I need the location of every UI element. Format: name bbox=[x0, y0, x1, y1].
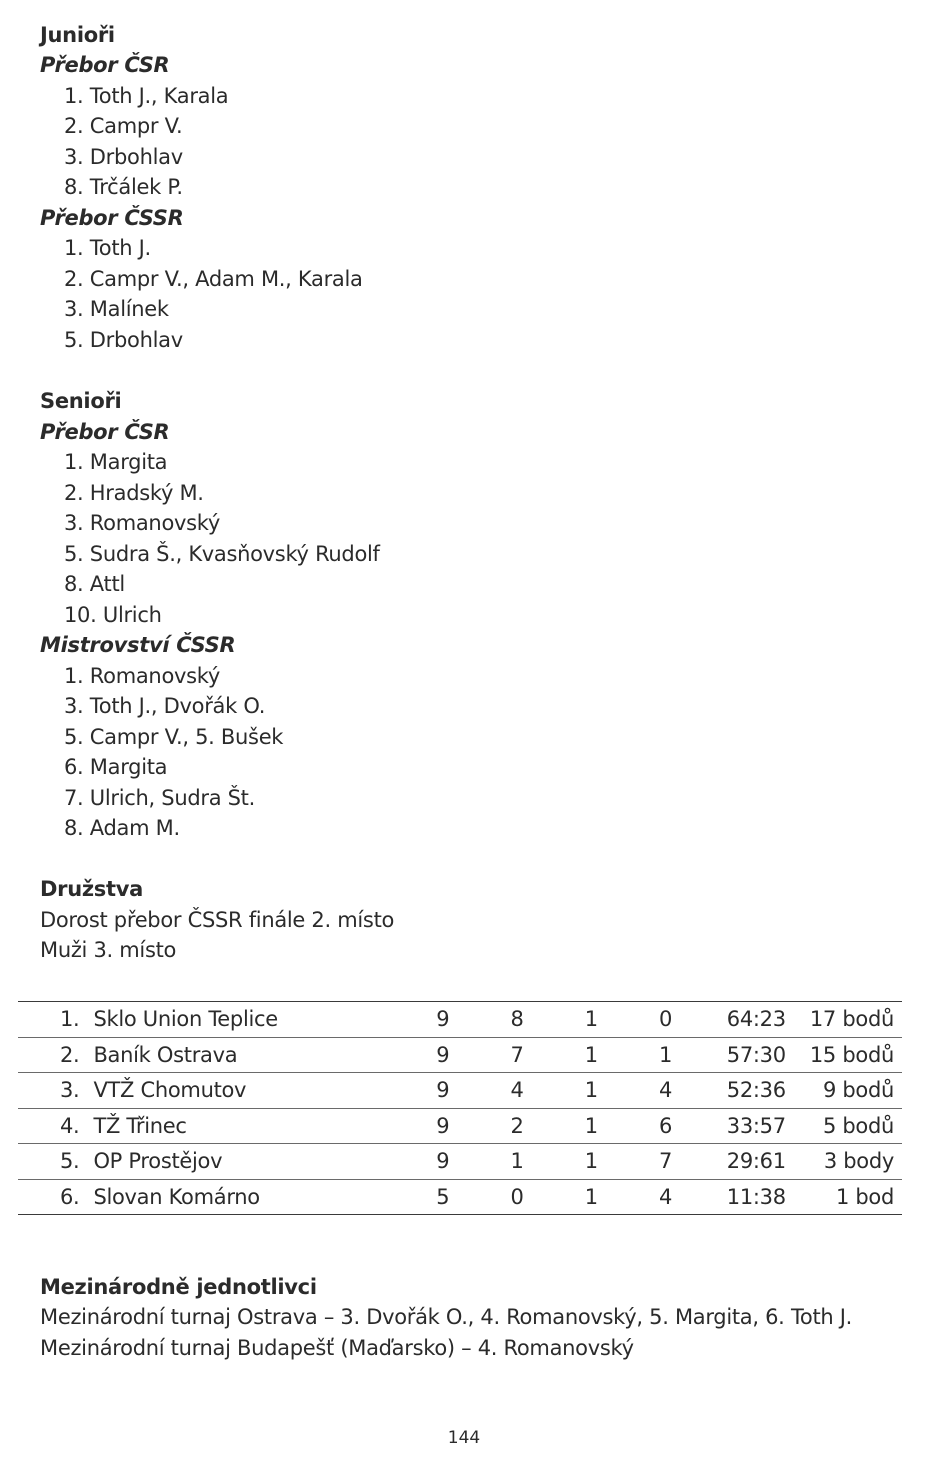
team-cell: VTŽ Chomutov bbox=[79, 1073, 405, 1109]
lost-cell: 0 bbox=[659, 1007, 673, 1032]
list-item: 7. Ulrich, Sudra Št. bbox=[64, 786, 255, 810]
score-cell: 29:61 bbox=[703, 1144, 810, 1180]
drawn-cell: 1 bbox=[554, 1179, 628, 1215]
standings-body bbox=[18, 1002, 902, 1215]
team-cell: Sklo Union Teplice bbox=[93, 1007, 278, 1032]
table-row bbox=[18, 1108, 902, 1144]
standings-table bbox=[18, 1001, 902, 1215]
won-cell: 1 bbox=[480, 1144, 554, 1180]
list-item: 3. Drbohlav bbox=[64, 145, 183, 169]
rank-cell: 4. bbox=[18, 1108, 79, 1144]
played-cell: 5 bbox=[406, 1179, 480, 1215]
list-item: 3. Romanovský bbox=[64, 511, 220, 535]
lost-cell: 1 bbox=[628, 1037, 702, 1073]
teams-heading: Družstva bbox=[40, 877, 143, 901]
won-cell: 7 bbox=[480, 1037, 554, 1073]
rank-cell: 5. bbox=[18, 1144, 79, 1180]
juniors-heading: Junioři bbox=[40, 23, 115, 47]
list-item: 1. Toth J. bbox=[64, 236, 151, 260]
score-cell: 33:57 bbox=[703, 1108, 810, 1144]
played-cell: 9 bbox=[436, 1007, 450, 1032]
table-row bbox=[18, 1073, 902, 1109]
list-item: 8. Attl bbox=[64, 572, 125, 596]
drawn-cell: 1 bbox=[554, 1073, 628, 1109]
score-cell: 64:23 bbox=[726, 1007, 786, 1032]
lost-cell: 4 bbox=[628, 1073, 702, 1109]
rank-cell: 1. bbox=[60, 1007, 80, 1032]
table-row bbox=[18, 1002, 902, 1038]
won-cell: 4 bbox=[480, 1073, 554, 1109]
lost-cell: 4 bbox=[628, 1179, 702, 1215]
list-item: 2. Hradský M. bbox=[64, 481, 204, 505]
points-cell: 3 body bbox=[810, 1144, 902, 1180]
drawn-cell: 1 bbox=[554, 1144, 628, 1180]
score-cell: 52:36 bbox=[703, 1073, 810, 1109]
list-item: 8. Trčálek P. bbox=[64, 175, 183, 199]
points-cell: 1 bod bbox=[810, 1179, 902, 1215]
played-cell: 9 bbox=[406, 1144, 480, 1180]
seniors-cssr-title: Mistrovství ČSSR bbox=[40, 633, 236, 657]
won-cell: 8 bbox=[510, 1007, 524, 1032]
team-cell: OP Prostějov bbox=[79, 1144, 405, 1180]
points-cell: 17 bodů bbox=[809, 1007, 894, 1032]
won-cell: 0 bbox=[480, 1179, 554, 1215]
list-item: 2. Campr V. bbox=[64, 114, 183, 138]
list-item: 2. Campr V., Adam M., Karala bbox=[64, 267, 363, 291]
list-item: 1. Toth J., Karala bbox=[64, 84, 229, 108]
list-item: 5. Campr V., 5. Bušek bbox=[64, 725, 284, 749]
score-cell: 11:38 bbox=[703, 1179, 810, 1215]
page-number: 144 bbox=[447, 1428, 481, 1448]
seniors-csr-title: Přebor ČSR bbox=[40, 420, 170, 444]
lost-cell: 7 bbox=[628, 1144, 702, 1180]
list-item: 3. Malínek bbox=[64, 297, 169, 321]
rank-cell: 6. bbox=[18, 1179, 79, 1215]
points-cell: 15 bodů bbox=[810, 1037, 902, 1073]
played-cell: 9 bbox=[406, 1037, 480, 1073]
won-cell: 2 bbox=[480, 1108, 554, 1144]
points-cell: 9 bodů bbox=[810, 1073, 902, 1109]
team-cell: TŽ Třinec bbox=[79, 1108, 405, 1144]
drawn-cell: 1 bbox=[554, 1037, 628, 1073]
list-item: 8. Adam M. bbox=[64, 816, 180, 840]
teams-line: Muži 3. místo bbox=[40, 938, 177, 962]
list-item: 1. Margita bbox=[64, 450, 168, 474]
table-row bbox=[18, 1144, 902, 1180]
points-cell: 5 bodů bbox=[810, 1108, 902, 1144]
team-cell: Baník Ostrava bbox=[79, 1037, 405, 1073]
teams-line: Dorost přebor ČSSR finále 2. místo bbox=[40, 908, 395, 932]
drawn-cell: 1 bbox=[554, 1108, 628, 1144]
international-line: Mezinárodní turnaj Ostrava – 3. Dvořák O., 4. Romanovský, 5. Margita, 6. Toth J. bbox=[40, 1305, 853, 1329]
rank-cell: 2. bbox=[18, 1037, 79, 1073]
international-heading: Mezinárodně jednotlivci bbox=[40, 1275, 317, 1299]
lost-cell: 6 bbox=[628, 1108, 702, 1144]
juniors-csr-title: Přebor ČSR bbox=[40, 53, 170, 77]
list-item: 5. Sudra Š., Kvasňovský Rudolf bbox=[64, 542, 380, 566]
seniors-heading: Senioři bbox=[40, 389, 122, 413]
played-cell: 9 bbox=[406, 1073, 480, 1109]
drawn-cell: 1 bbox=[584, 1007, 598, 1032]
juniors-cssr-title: Přebor ČSSR bbox=[40, 206, 184, 230]
international-line: Mezinárodní turnaj Budapešť (Maďarsko) – 4. Romanovský bbox=[40, 1336, 634, 1360]
list-item: 1. Romanovský bbox=[64, 664, 220, 688]
list-item: 3. Toth J., Dvořák O. bbox=[64, 694, 266, 718]
played-cell: 9 bbox=[406, 1108, 480, 1144]
table-row bbox=[18, 1179, 902, 1215]
table-row bbox=[18, 1037, 902, 1073]
list-item: 10. Ulrich bbox=[64, 603, 162, 627]
list-item: 6. Margita bbox=[64, 755, 168, 779]
rank-cell: 3. bbox=[18, 1073, 79, 1109]
list-item: 5. Drbohlav bbox=[64, 328, 183, 352]
team-cell: Slovan Komárno bbox=[79, 1179, 405, 1215]
score-cell: 57:30 bbox=[703, 1037, 810, 1073]
